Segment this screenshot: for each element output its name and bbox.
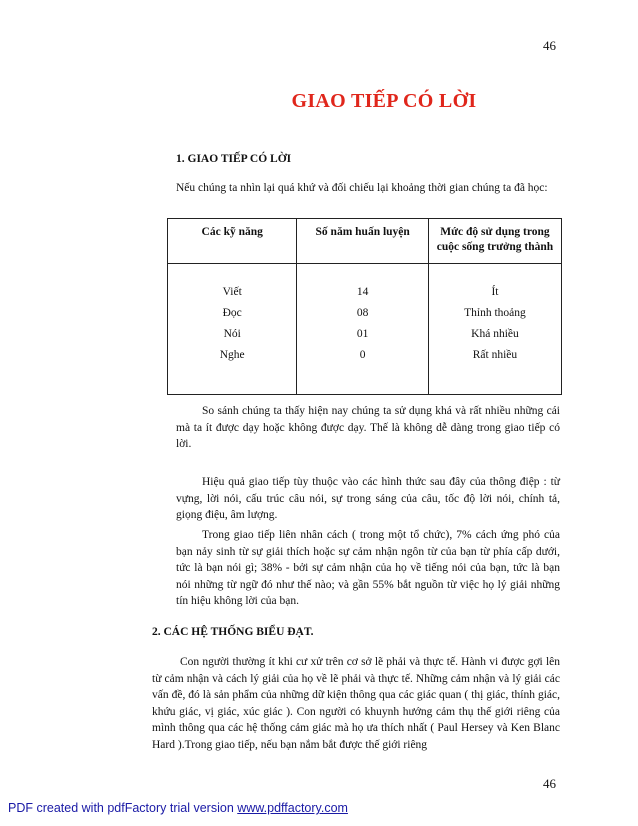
table-cell-skill: Viết: [168, 282, 297, 303]
table-header-skills: Các kỹ năng: [168, 219, 297, 264]
table-cell-years: 0: [297, 345, 428, 366]
footer-text: PDF created with pdfFactory trial version: [8, 801, 238, 815]
table-row: [168, 282, 562, 303]
table-cell-skill: Đọc: [168, 303, 297, 324]
table-spacer: [168, 264, 562, 283]
page-title: GIAO TIẾP CÓ LỜI: [291, 90, 477, 112]
table-row: [168, 345, 562, 366]
table-cell-usage: Thỉnh thoảng: [428, 303, 561, 324]
table-header-years: Số năm huấn luyện: [297, 219, 428, 264]
table-cell-usage: Ít: [428, 282, 561, 303]
paragraph-comparison: So sánh chúng ta thấy hiện nay chúng ta sử dụng khá và rất nhiều những cái mà ta ít được dạy hoặc không được dạy. Thế là không dễ dàng trong giao tiếp có lời.: [176, 405, 560, 450]
table-cell-years: 14: [297, 282, 428, 303]
paragraph-expression-systems: Con người thường ít khi cư xử trên cơ sở lẽ phải và thực tế. Hành vi được gợi lên từ cảm nhận và cách lý giải của họ về lẽ phải và thực tế. Những cảm nhận và lý giải các vấn đề, đó là sản phẩm của những dữ kiện thông qua các giác quan ( thị giác, thính giác, khứu giác, vị giác, xúc giác ). Con người có khuynh hướng cảm thụ thế giới riêng của mình thông qua các hệ thống cảm giác mà họ ưa thích nhất ( Paul Hersey và Ken Blanc Hard ).Trong giao tiếp, nếu bạn nắm bắt được thế giới riêng: [152, 656, 560, 751]
table-cell-usage: Khá nhiều: [428, 324, 561, 345]
page-number-top: 46: [543, 38, 556, 53]
table-cell-usage: Rất nhiều: [428, 345, 561, 366]
section-1-intro: Nếu chúng ta nhìn lại quá khứ và đối chiếu lại khoảng thời gian chúng ta đã học:: [176, 182, 548, 194]
table-header-row: [168, 219, 562, 264]
table-row: [168, 303, 562, 324]
paragraph-effectiveness: Hiệu quả giao tiếp tùy thuộc vào các hình thức sau đây của thông điệp : từ vựng, lời nói, cấu trúc câu nói, sự trong sáng của câu, tốc độ lời nói, chính tả, giọng điệu, âm lượng.: [176, 476, 560, 521]
table-header-usage: Mức độ sử dụng trong cuộc sống trưởng thành: [428, 219, 561, 264]
section-2-heading: 2. CÁC HỆ THỐNG BIỂU ĐẠT.: [152, 626, 314, 638]
table-cell-skill: Nói: [168, 324, 297, 345]
table-cell-skill: Nghe: [168, 345, 297, 366]
section-1-heading: 1. GIAO TIẾP CÓ LỜI: [176, 153, 292, 165]
table-row: [168, 324, 562, 345]
table-cell-years: 08: [297, 303, 428, 324]
skills-table: [167, 218, 562, 395]
footer-link[interactable]: www.pdffactory.com: [237, 801, 348, 815]
table-cell-years: 01: [297, 324, 428, 345]
table-spacer: [168, 366, 562, 395]
pdf-footer: [8, 801, 348, 815]
paragraph-interpersonal: Trong giao tiếp liên nhân cách ( trong một tổ chức), 7% cách ứng phó của bạn nảy sinh từ sự giải thích hoặc sự cảm nhận ngôn từ của bạn từ phía cấp dưới, tức là bạn nói gì; 38% - bởi sự cảm nhận của họ về tiếng nói của bạn, tức là bạn nói những từ ngữ đó như thế nào; và gần 55% bắt nguồn từ việc họ lý giải những tín hiệu không lời của bạn.: [176, 529, 560, 607]
page-number-bottom: 46: [543, 776, 556, 791]
